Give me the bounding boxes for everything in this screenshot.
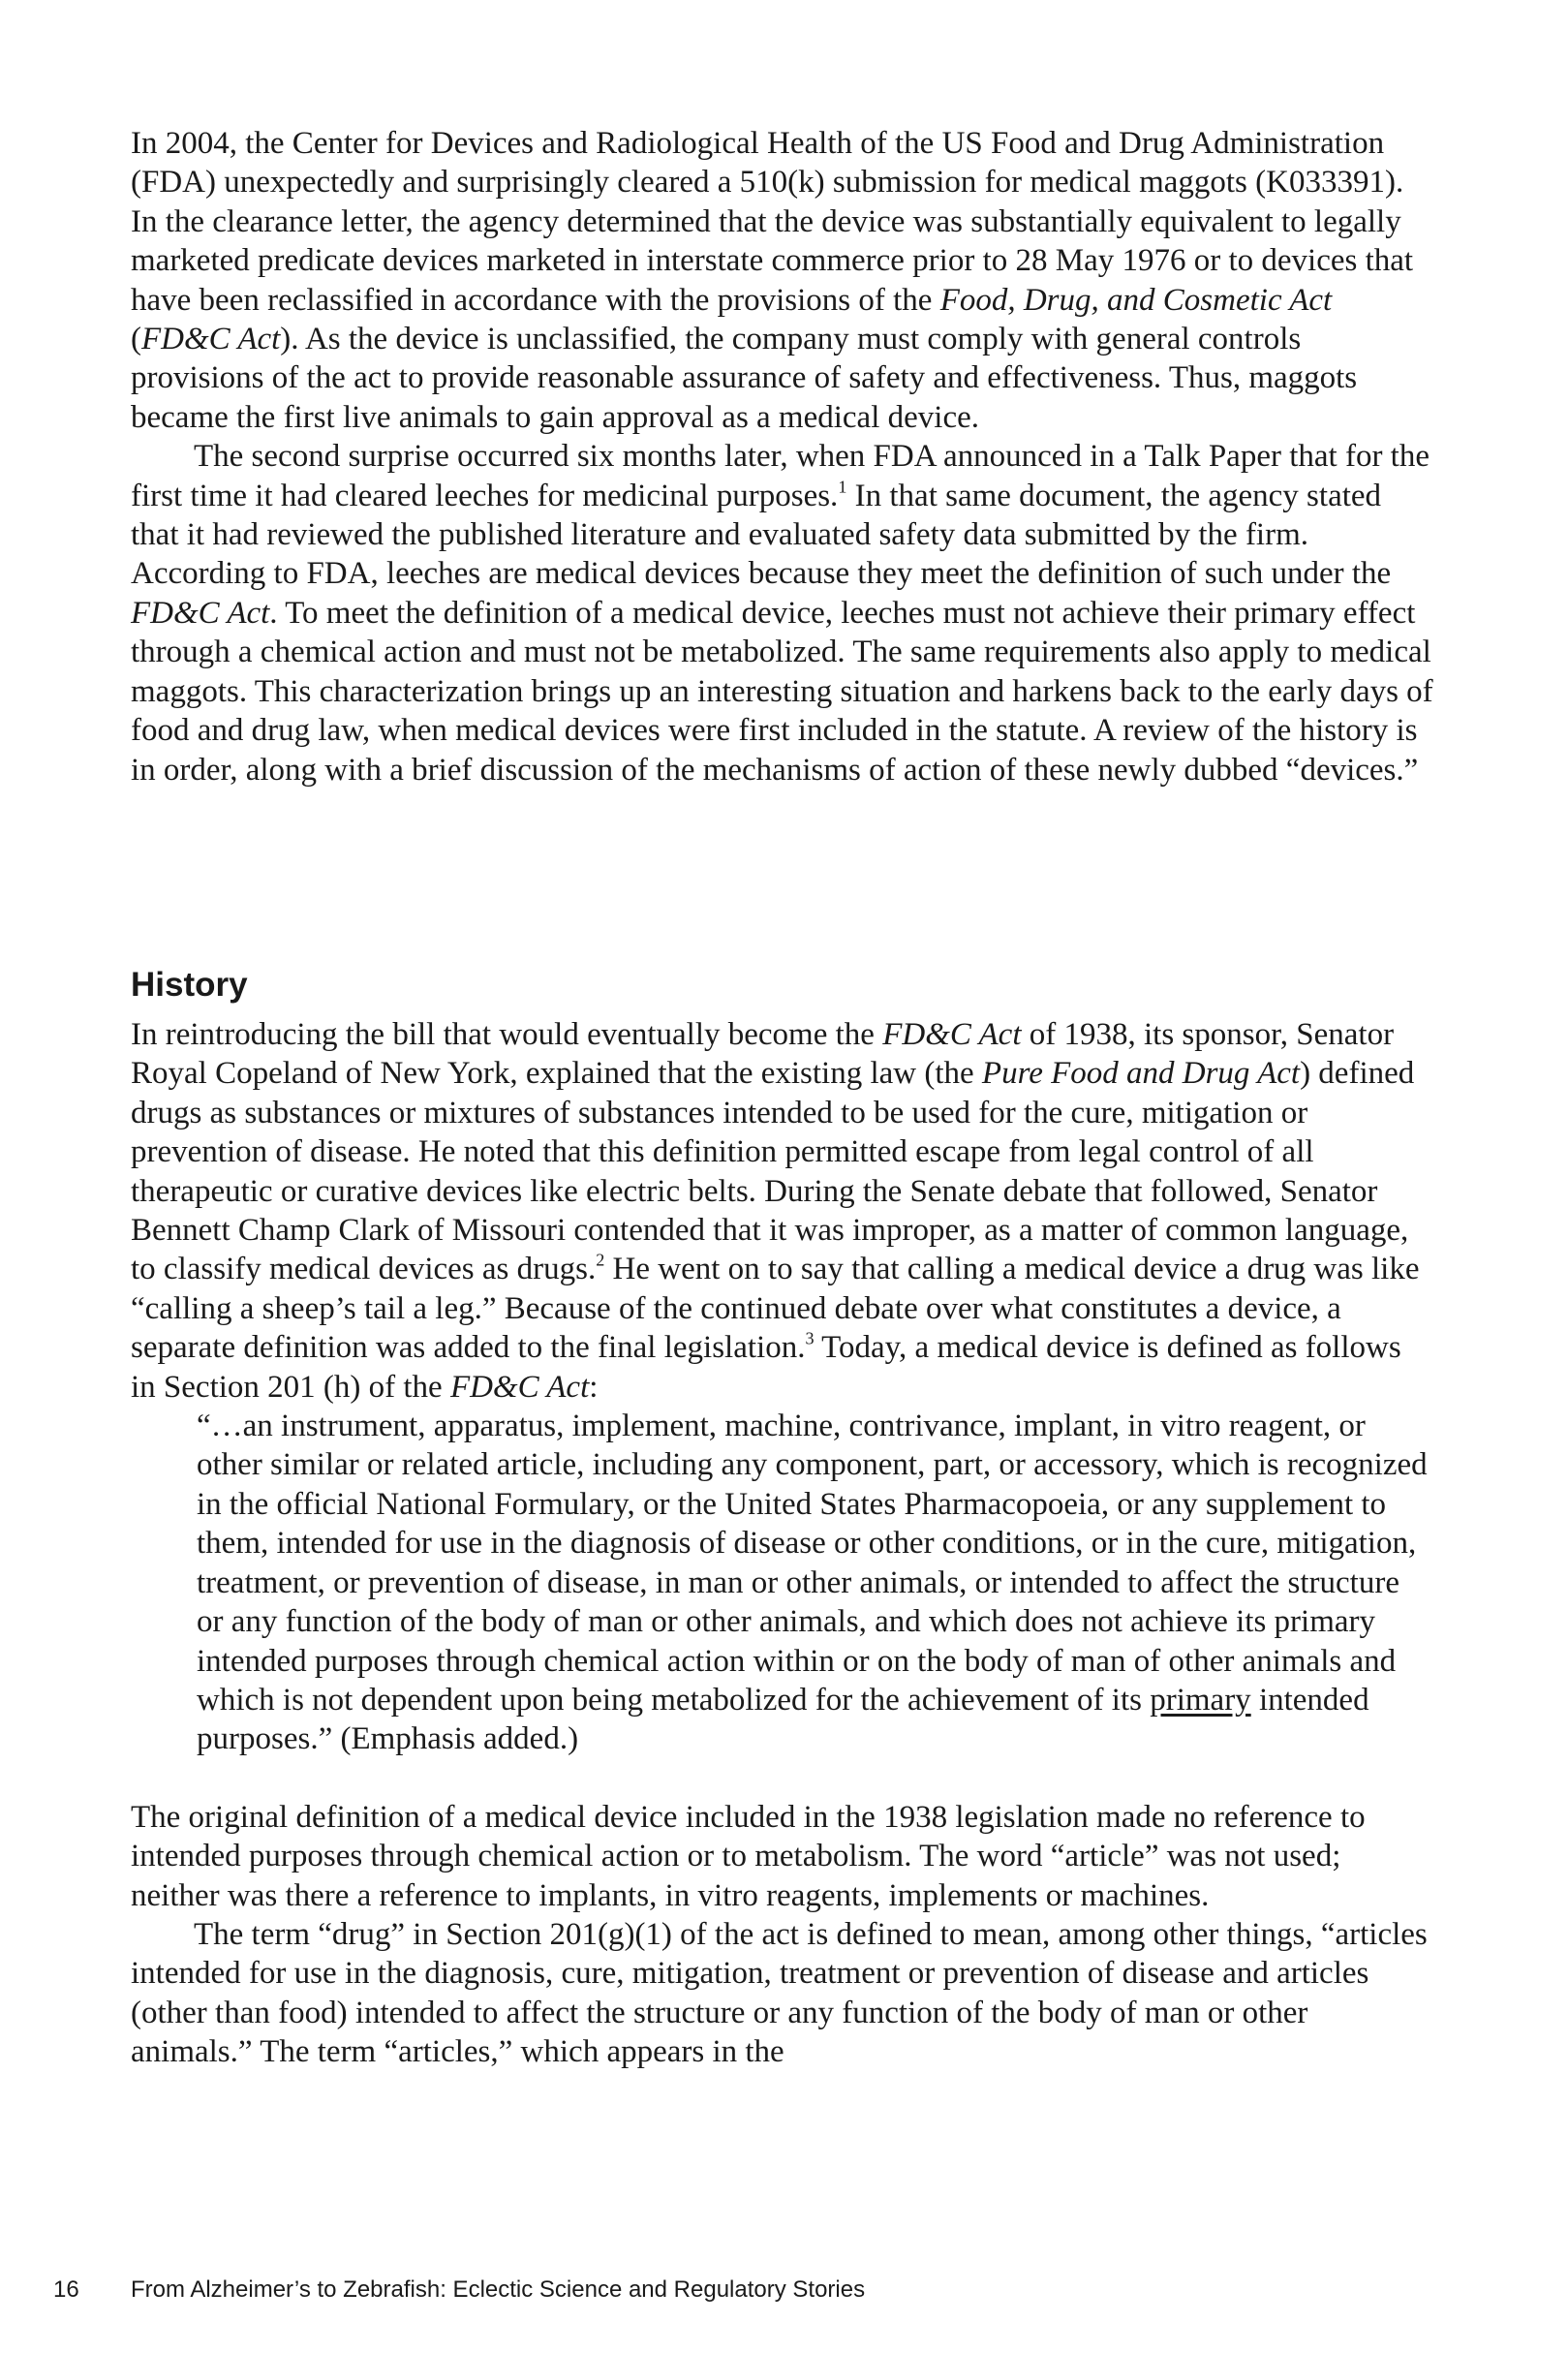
history-paragraph-1: In reintroducing the bill that would eventually become the FD&C Act of 1938, its sponsor, Senator Royal Copeland of New York, explained that the existing law (the Pure Food and Drug Act) defined drugs as substances or mixtures of substances intended to be used for the cure, mitigation or prevention of disease. He noted that this definition permitted escape from legal control of all therapeutic or curative devices like electric belts. During the Senate debate that followed, Senator Bennett Champ Clark of Missouri contended that it was improper, as a matter of common language, to classify medical devices as drugs.$^2$ He went on to say that calling a medical device a drug was like “calling a sheep’s tail a leg.” Because of the continued debate over what constitutes a device, a separate definition was added to the final legislation.$^3$ Today, a medical device is defined as follows in Section 201 (h) of the FD&C Act: [131, 1017, 1420, 1405]
intro-section [131, 124, 1433, 789]
running-footer-title: From Alzheimer’s to Zebrafish: Eclectic Science and Regulatory Stories [131, 2276, 866, 2303]
footnote-ref-2: 2 [596, 1250, 605, 1270]
history-section [131, 1015, 1433, 2072]
underlined-emphasis: primary [1150, 1682, 1251, 1718]
section-heading-history: History [131, 966, 248, 1004]
act-title-italic: Pure Food and Drug Act [981, 1056, 1301, 1092]
act-abbrev-italic: FD&C Act [131, 595, 270, 631]
act-abbrev-italic: FD&C Act [449, 1369, 590, 1405]
act-title-italic: Food, Drug, and Cosmetic Act [939, 282, 1333, 318]
history-paragraph-3: The term “drug” in Section 201(g)(1) of the act is defined to mean, among other things, “articles intended for use in the diagnosis, cure, mitigation, treatment or prevention of disease and articles (other than food) intended to affect the structure or any function of the body of man or other animals.” The term “articles,” which appears in the [131, 1916, 1428, 2070]
act-abbrev-italic: FD&C Act [141, 322, 281, 357]
intro-paragraph-1: In 2004, the Center for Devices and Radiological Health of the US Food and Drug Administration (FDA) unexpectedly and surprisingly cleared a 510(k) submission for medical maggots (K033391). In the clearance letter, the agency determined that the device was substantially equivalent to legally marketed predicate devices marketed in interstate commerce prior to 28 May 1976 or to devices that have been reclassified in accordance with the provisions of the Food, Drug, and Cosmetic Act (FD&C Act). As the device is unclassified, the company must comply with general controls provisions of the act to provide reasonable assurance of safety and effectiveness. Thus, maggots became the first live animals to gain approval as a medical device. [131, 126, 1414, 435]
footnote-ref-3: 3 [805, 1328, 815, 1348]
block-quote: “…an instrument, apparatus, implement, machine, contrivance, implant, in vitro reagent, or other similar or related article, including any component, part, or accessory, which is recognized in the official National Formulary, or the United States Pharmacopoeia, or any supplement to them, intended for use in the diagnosis of disease or other conditions, or in the cure, mitigation, treatment, or prevention of disease, in man or other animals, or intended to affect the structure or any function of the body of man or other animals, and which does not achieve its primary intended purposes through chemical action within or on the body of man of other animals and which is not dependent upon being metabolized for the achievement of its primary intended purposes.” (Emphasis added.) [197, 1409, 1428, 1757]
intro-paragraph-2: The second surprise occurred six months later, when FDA announced in a Talk Paper that for the first time it had cleared leeches for medicinal purposes.$^1$ In that same document, the agency stated that it had reviewed the published literature and evaluated safety data submitted by the firm. According to FDA, leeches are medical devices because they meet the definition of such under the FD&C Act. To meet the definition of a medical device, leeches must not achieve their primary effect through a chemical action and must not be metabolized. The same requirements also apply to medical maggots. This characterization brings up an interesting situation and harkens back to the early days of food and drug law, when medical devices were first included in the statute. A review of the history is in order, along with a brief discussion of the mechanisms of action of these newly dubbed “devices.” [131, 439, 1433, 788]
act-abbrev-italic: FD&C Act [882, 1017, 1022, 1052]
history-paragraph-2: The original definition of a medical device included in the 1938 legislation made no reference to intended purposes through chemical action or to metabolism. The word “article” was not used; neither was there a reference to implants, in vitro reagents, implements or machines. [131, 1799, 1366, 1913]
page-number: 16 [53, 2276, 79, 2303]
footnote-ref-1: 1 [838, 477, 847, 497]
